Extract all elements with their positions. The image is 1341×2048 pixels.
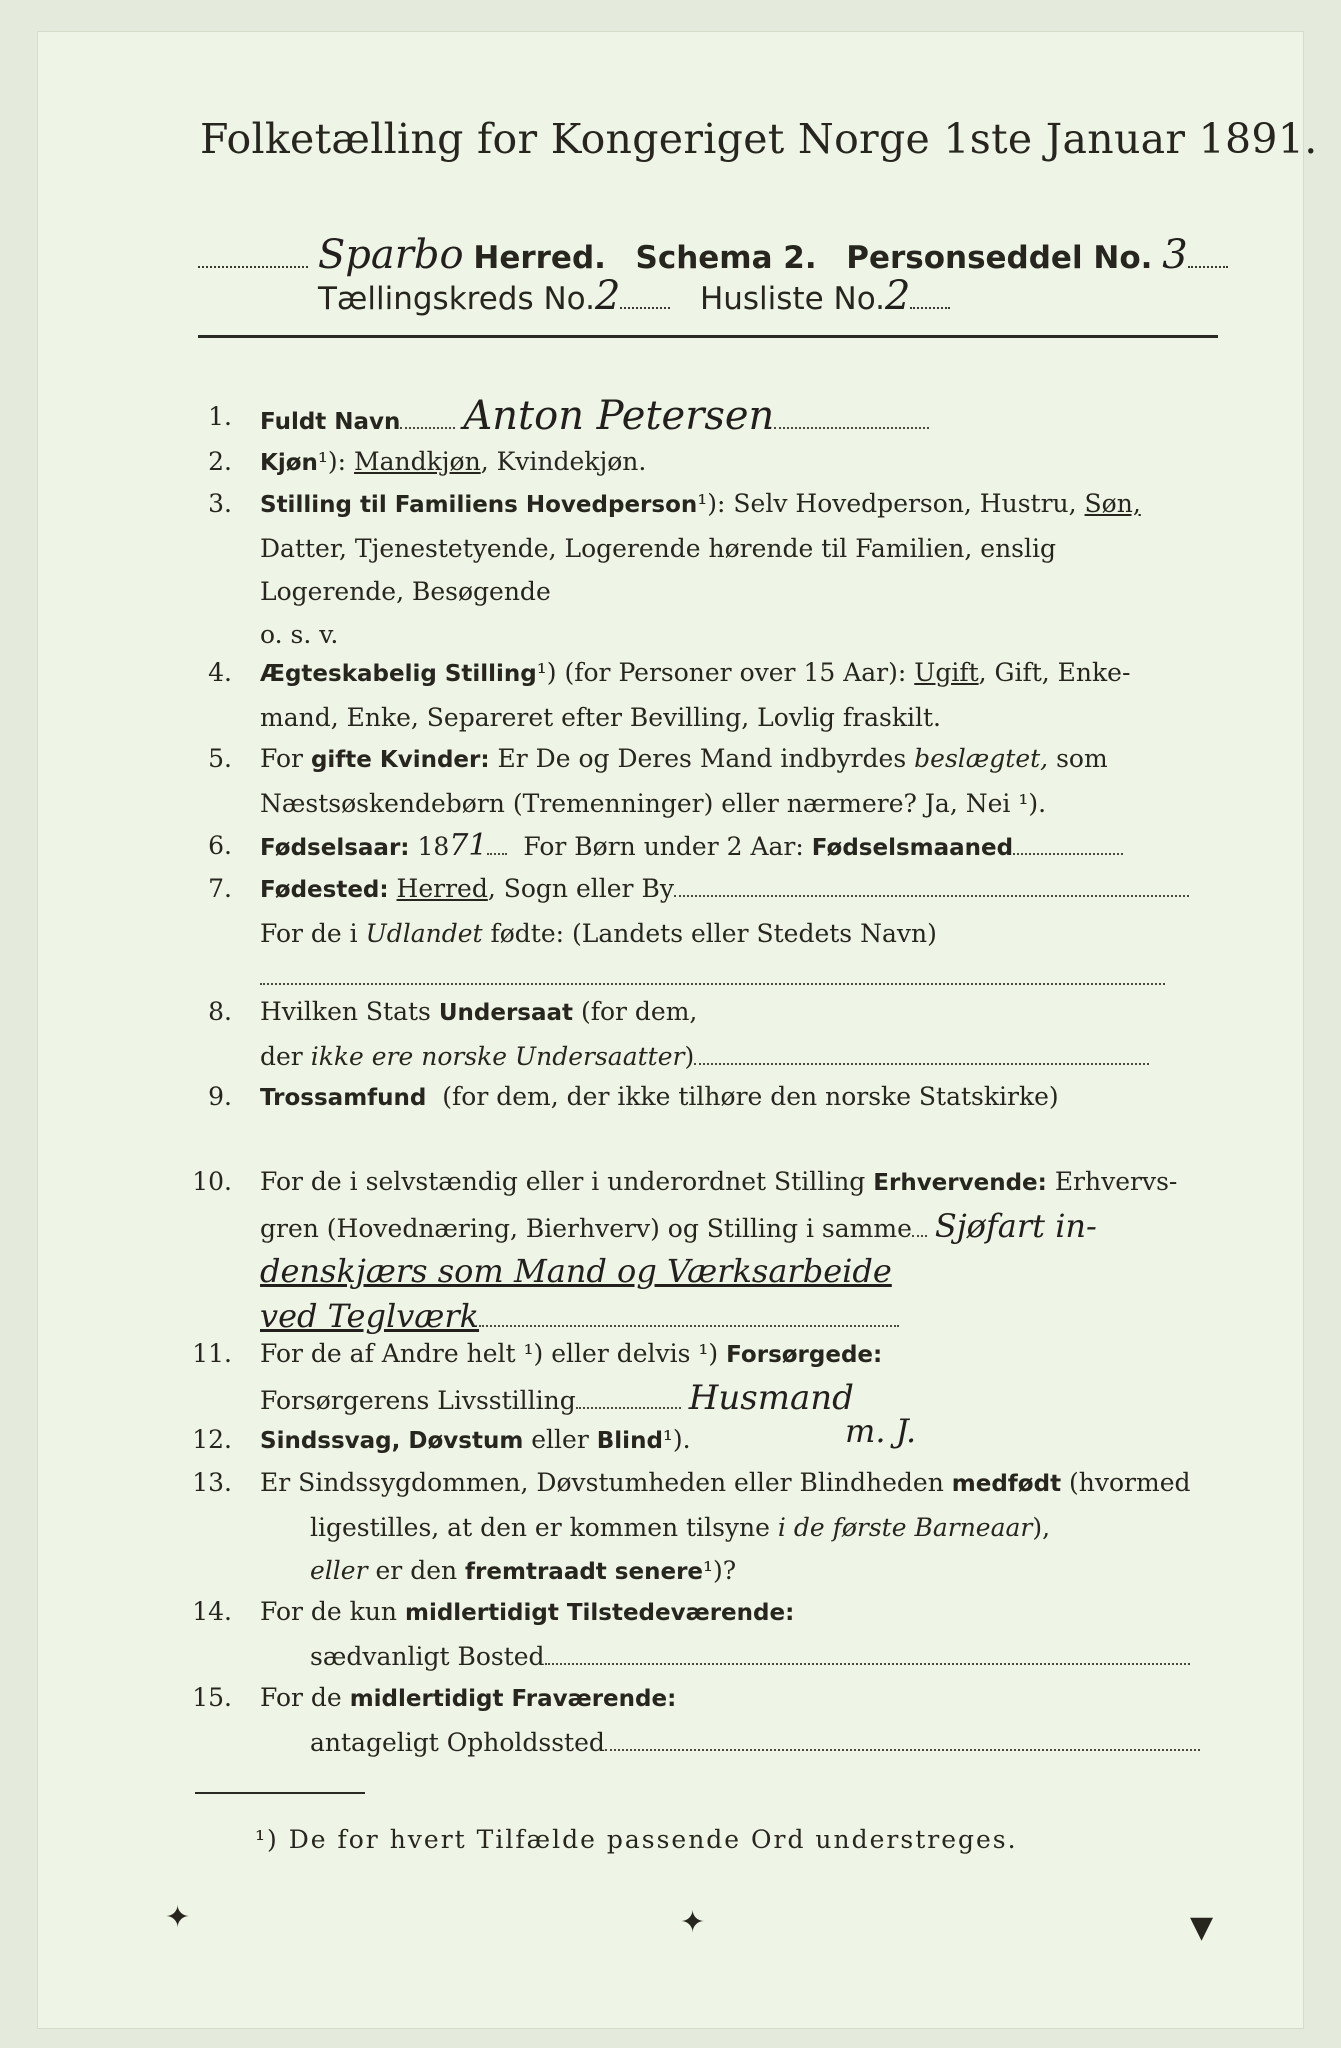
item-number: 1. bbox=[208, 402, 232, 431]
option-text: Selv Hovedperson, Hustru, bbox=[733, 489, 1077, 518]
husliste-label: Husliste No. bbox=[699, 281, 885, 317]
text: ) bbox=[684, 1042, 695, 1071]
field-label: midlertidigt Tilstedeværende: bbox=[404, 1600, 795, 1626]
form-title: Folketælling for Kongeriget Norge 1ste Januar 1891. bbox=[200, 115, 1318, 163]
item-number: 9. bbox=[208, 1082, 232, 1111]
text: (hvormed bbox=[1069, 1468, 1191, 1497]
text: ikke ere norske Undersaatter bbox=[310, 1042, 685, 1071]
header-line-2 bbox=[318, 273, 1218, 319]
text: er den bbox=[375, 1556, 458, 1585]
item-number: 13. bbox=[192, 1468, 232, 1497]
text: (for dem, bbox=[580, 997, 698, 1026]
text: For de af Andre helt ¹) eller delvis ¹) bbox=[260, 1339, 719, 1368]
item-number: 5. bbox=[208, 744, 232, 773]
text: For de kun bbox=[260, 1597, 398, 1626]
header-divider bbox=[198, 335, 1218, 338]
text: Hvilken Stats bbox=[260, 997, 431, 1026]
text: antageligt Opholdssted bbox=[310, 1728, 605, 1757]
text: For de i bbox=[260, 919, 358, 948]
occupation-handwritten-1: Sjøfart in- bbox=[934, 1207, 1097, 1245]
herred-label: Herred. bbox=[473, 240, 606, 276]
field-label: Fødselsaar: bbox=[260, 835, 410, 861]
item-number: 11. bbox=[192, 1339, 232, 1368]
text: gren (Hovednæring, Bierhverv) og Stilling i samme bbox=[260, 1214, 912, 1243]
option-kvindekjon: , Kvindekjøn. bbox=[480, 447, 647, 476]
text: ¹)? bbox=[703, 1556, 737, 1585]
text: , Sogn eller By bbox=[487, 874, 674, 903]
option-text: o. s. v. bbox=[260, 620, 339, 649]
text: Næstsøskendebørn (Tremenninger) eller nærmere? Ja, Nei ¹). bbox=[260, 789, 1047, 818]
option-son-underlined: Søn, bbox=[1084, 489, 1141, 518]
birth-year-handwritten: 71 bbox=[449, 828, 488, 863]
item-number: 15. bbox=[192, 1683, 232, 1712]
text: Forsørgerens Livsstilling bbox=[260, 1386, 576, 1415]
item-number: 8. bbox=[208, 997, 232, 1026]
text: For Børn under 2 Aar: bbox=[523, 832, 804, 861]
option-text: mand, Enke, Separeret efter Bevilling, Lovlig fraskilt. bbox=[260, 703, 941, 732]
text: Er Sindssygdommen, Døvstumheden eller Blindheden bbox=[260, 1468, 944, 1497]
text: Er De og Deres Mand indbyrdes bbox=[497, 744, 907, 773]
footnote-ref: ¹): bbox=[697, 489, 726, 518]
text: Erhvervs- bbox=[1054, 1167, 1178, 1196]
text: i de første Barneaar bbox=[777, 1513, 1033, 1542]
option-text: Datter, Tjenestetyende, Logerende hørende til Familien, enslig bbox=[260, 534, 1057, 563]
footnote: ¹) De for hvert Tilfælde passende Ord understreges. bbox=[255, 1825, 1018, 1854]
field-label: Erhvervende: bbox=[873, 1170, 1047, 1196]
occupation-handwritten-2: denskjærs som Mand og Værksarbeide bbox=[260, 1252, 892, 1290]
husliste-handwritten: 2 bbox=[884, 273, 911, 319]
footnote-ref: ¹): bbox=[317, 447, 347, 476]
schema-label: Schema 2. bbox=[635, 240, 817, 276]
option-ugift-underlined: Ugift bbox=[914, 658, 979, 687]
text: fødte: (Landets eller Stedets Navn) bbox=[490, 919, 937, 948]
option-mandkjon: Mandkjøn bbox=[354, 447, 481, 476]
field-label: Fuldt Navn bbox=[260, 409, 401, 435]
full-name-handwritten: Anton Petersen bbox=[463, 393, 775, 439]
field-label: Trossamfund bbox=[260, 1085, 427, 1111]
text: ), bbox=[1032, 1513, 1051, 1542]
text: eller bbox=[310, 1556, 368, 1585]
text: ligestilles, at den er kommen tilsyne bbox=[310, 1513, 770, 1542]
item-number: 2. bbox=[208, 447, 232, 476]
field-label: Sindssvag, Døvstum bbox=[260, 1428, 524, 1454]
footnote-ref: ¹) bbox=[536, 658, 557, 687]
text: eller bbox=[531, 1425, 589, 1454]
text: ¹). bbox=[662, 1425, 691, 1454]
item-number: 4. bbox=[208, 658, 232, 687]
text: Udlandet bbox=[365, 919, 483, 948]
footnote-divider bbox=[195, 1792, 365, 1794]
field-label: Kjøn bbox=[260, 450, 318, 476]
scan-mark-icon: ✦ bbox=[165, 1900, 191, 1935]
item-number: 7. bbox=[208, 874, 232, 903]
provider-occupation-handwritten: Husmand bbox=[688, 1378, 854, 1418]
field-label: gifte Kvinder: bbox=[310, 747, 490, 773]
taellingskreds-label: Tællingskreds No. bbox=[318, 281, 595, 317]
option-text: (for Personer over 15 Aar): bbox=[564, 658, 907, 687]
field-label: medfødt bbox=[951, 1471, 1062, 1497]
text: For de i selvstændig eller i underordnet Stilling bbox=[260, 1167, 866, 1196]
option-herred-underlined: Herred bbox=[396, 874, 488, 903]
taellingskreds-handwritten: 2 bbox=[594, 273, 621, 319]
field-label: Fødested: bbox=[260, 877, 389, 903]
disability-handwritten: m. J. bbox=[845, 1412, 917, 1450]
item-number: 6. bbox=[208, 831, 232, 860]
personseddel-label: Personseddel No. bbox=[846, 240, 1153, 276]
text: der bbox=[260, 1042, 303, 1071]
field-label: fremtraadt senere bbox=[465, 1559, 704, 1585]
scan-mark-icon: ✦ bbox=[680, 1905, 706, 1940]
option-text: Logerende, Besøgende bbox=[260, 577, 551, 606]
occupation-handwritten-3: ved Teglværk bbox=[260, 1297, 480, 1335]
option-text: , Gift, Enke- bbox=[978, 658, 1131, 687]
field-label: Blind bbox=[596, 1428, 663, 1454]
item-number: 12. bbox=[192, 1425, 232, 1454]
scan-mark-icon: ▼ bbox=[1190, 1910, 1214, 1945]
header-line-1 bbox=[198, 232, 1218, 278]
field-label: Ægteskabelig Stilling bbox=[260, 661, 537, 687]
item-number: 14. bbox=[192, 1597, 232, 1626]
field-label: Undersaat bbox=[438, 1000, 574, 1026]
text: beslægtet, bbox=[914, 744, 1049, 773]
field-label: Forsørgede: bbox=[726, 1342, 883, 1368]
text: som bbox=[1056, 744, 1108, 773]
item-number: 10. bbox=[192, 1167, 232, 1196]
personseddel-handwritten: 3 bbox=[1162, 232, 1188, 278]
year-prefix: 18 bbox=[417, 832, 450, 861]
field-label: midlertidigt Fraværende: bbox=[349, 1686, 677, 1712]
text: (for dem, der ikke tilhøre den norske Statskirke) bbox=[442, 1082, 1059, 1111]
field-label: Fødselsmaaned bbox=[811, 835, 1014, 861]
field-label: Stilling til Familiens Hovedperson bbox=[260, 492, 698, 518]
text: For de bbox=[260, 1683, 342, 1712]
herred-handwritten: Sparbo bbox=[317, 232, 464, 278]
text: sædvanligt Bosted bbox=[310, 1642, 545, 1671]
item-number: 3. bbox=[208, 489, 232, 518]
text: For bbox=[260, 744, 303, 773]
